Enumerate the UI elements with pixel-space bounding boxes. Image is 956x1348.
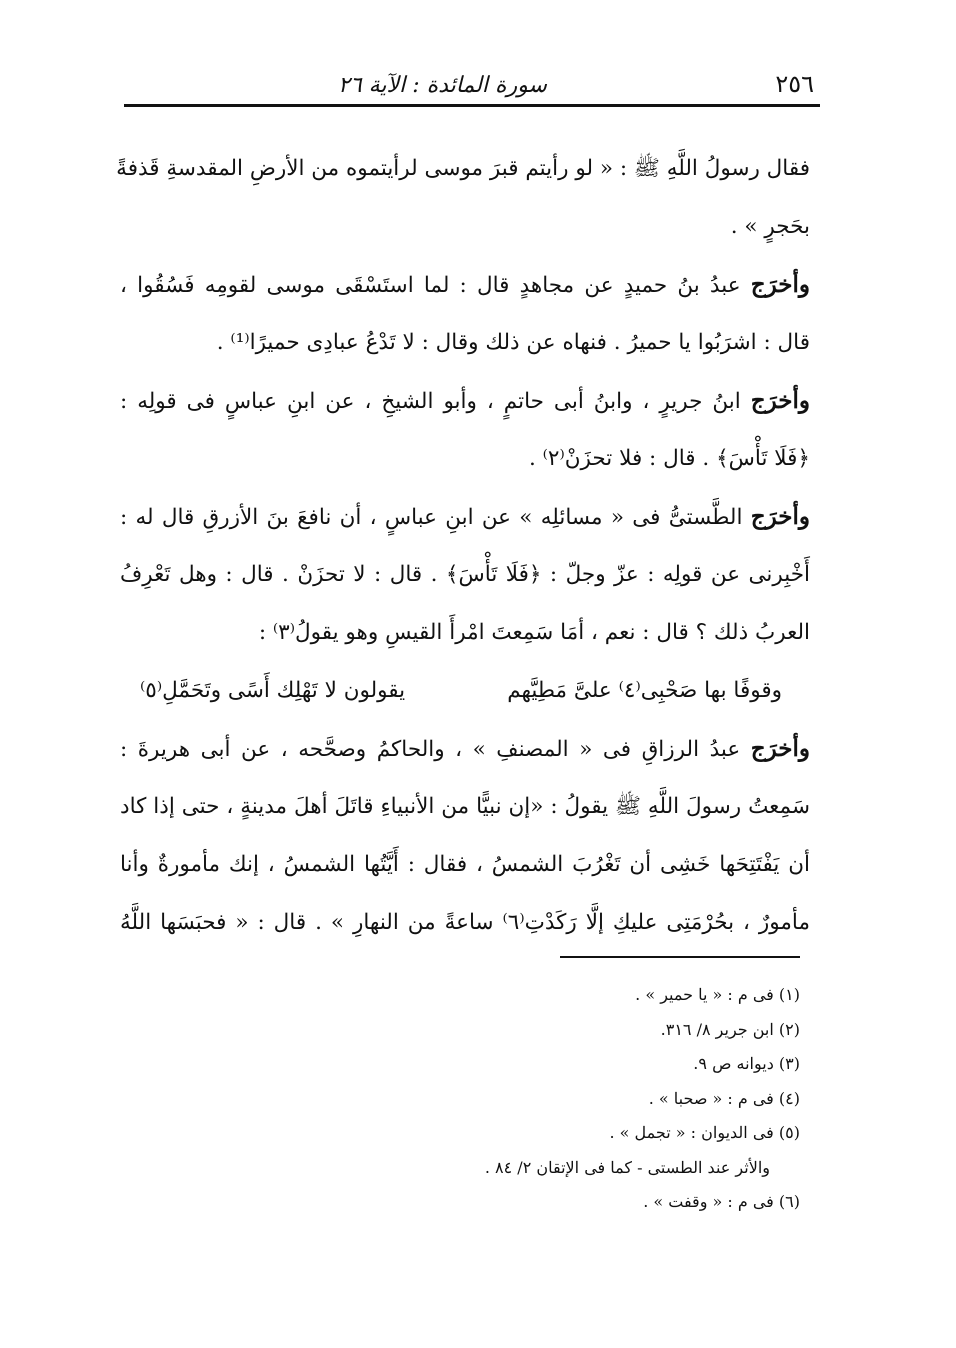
- verse-second-hemistich: يقولون لا تَهْلِك أَسًى وتَحَمَّلِ⁽٥⁾: [140, 678, 406, 703]
- running-title: سورة المائدة : الآية ٢٦: [338, 73, 547, 98]
- paragraph-lead: وأخرَج: [750, 735, 810, 762]
- footnote: (٥) فى الديوان : « تجمل » .: [609, 1123, 800, 1142]
- text-line: [120, 314, 810, 372]
- text-run: ابنُ جريرٍ ، وابنُ أبى حاتمٍ ، وأبو الشيخِ ، عن ابنِ عباسٍ فى قولِه :: [120, 389, 741, 414]
- footnote-continuation: والأثر عند الطستى - كما فى الإتقان ٢/ ٨٤ .: [484, 1157, 770, 1177]
- text-line: [120, 430, 810, 488]
- footnote: (٤) فى م : « صحبا » .: [648, 1088, 800, 1108]
- text-run: ﴿فَلَا تَأْسَ﴾ . قال : فلا تحزَنْ⁽٢⁾ .: [528, 446, 810, 471]
- text-line: [120, 720, 810, 778]
- text-run: أَخْبِرنى عن قولِه : عزّ وجلّ : ﴿فَلَا تَأْسَ﴾ . قال : لا تحزَنْ . قال : وهل تَعْرِفُ: [120, 562, 810, 587]
- text-run: مأمورٌ ، بحُرْمَتِى عليكِ إلَّا رَكَدْتِ⁽٦⁾ ساعةً من النهارِ » . قال : « فحبَسَها اللَّهُ: [120, 910, 810, 935]
- page-number: ٢٥٦: [775, 70, 814, 98]
- text-run: عبدُ بنُ حميدٍ عن مجاهدٍ قال : لما استَسْقَى موسى لقومِه فَسُقُوا ،: [120, 273, 741, 298]
- paragraph-lead: وأخرَج: [750, 271, 810, 298]
- footnote: (٣) ديوانه ص ٩.: [693, 1054, 800, 1073]
- footnote-rule: [560, 956, 800, 958]
- text-line: [120, 778, 810, 836]
- text-run: الطَّستىُّ فى « مسائلِه » عن ابنِ عباسٍ ، أن نافعَ بنَ الأزرقِ قال له :: [120, 505, 743, 530]
- text-line: [116, 140, 810, 198]
- text-run: بحَجرٍ » .: [730, 214, 810, 239]
- text-line: [120, 546, 810, 604]
- paragraph-lead: وأخرَج: [750, 387, 810, 414]
- text-run: فقال رسولُ اللَّهِ ﷺ : « لو رأيتم قبرَ موسى لرأيتموه من الأرضِ المقدسةِ قَذفةً: [116, 156, 810, 181]
- footnotes: [300, 978, 800, 1220]
- footnote: (١) فى م : « يا حمير » .: [635, 985, 800, 1004]
- main-text: [116, 140, 810, 952]
- text-line: [120, 256, 810, 314]
- poem-verse: [120, 662, 810, 720]
- text-run: عبدُ الرزاقِ فى « المصنفِ » ، والحاكمُ وصحَّحه ، عن أبى هريرةَ :: [120, 737, 741, 762]
- text-line: [120, 604, 810, 662]
- footnote: (٦) فى م : « وقفت » .: [643, 1192, 800, 1211]
- text-line: [120, 372, 810, 430]
- text-line: [120, 836, 810, 894]
- text-line: [120, 488, 810, 546]
- text-run: سَمِعتُ رسولَ اللَّهِ ﷺ يقولُ : «إن نبيًّا من الأنبياءِ قاتَلَ أهلَ مدينةٍ ، حتى إذا كاد: [120, 794, 810, 819]
- text-run: أن يَفْتَتِحَها خَشِى أن تَغْرُبَ الشمسُ ، فقال : أَيَّتُها الشمسُ ، إنك مأمورةٌ وأنا: [120, 852, 810, 877]
- paragraph-lead: وأخرَج: [750, 503, 810, 530]
- verse-first-hemistich: وقوفًا بها صَحْبِى⁽٤⁾ علىَّ مَطِيَّهم: [507, 678, 782, 703]
- header-rule: [124, 104, 820, 107]
- text-run: قال : اشرَبُوا يا حميرُ . فنهاه عن ذلك وقال : لا تَدْعُ عبادِى حميرًا⁽¹⁾ .: [216, 330, 810, 355]
- text-line: [120, 198, 810, 256]
- text-run: العربُ ذلك ؟ قال : نعم ، أمَا سَمِعتَ امْرأَ القيسِ وهو يقولُ⁽٣⁾ :: [258, 620, 810, 645]
- footnote: (٢) ابن جرير ٨/ ٣١٦.: [660, 1019, 800, 1039]
- page-header: [128, 58, 814, 98]
- text-line: [120, 894, 810, 952]
